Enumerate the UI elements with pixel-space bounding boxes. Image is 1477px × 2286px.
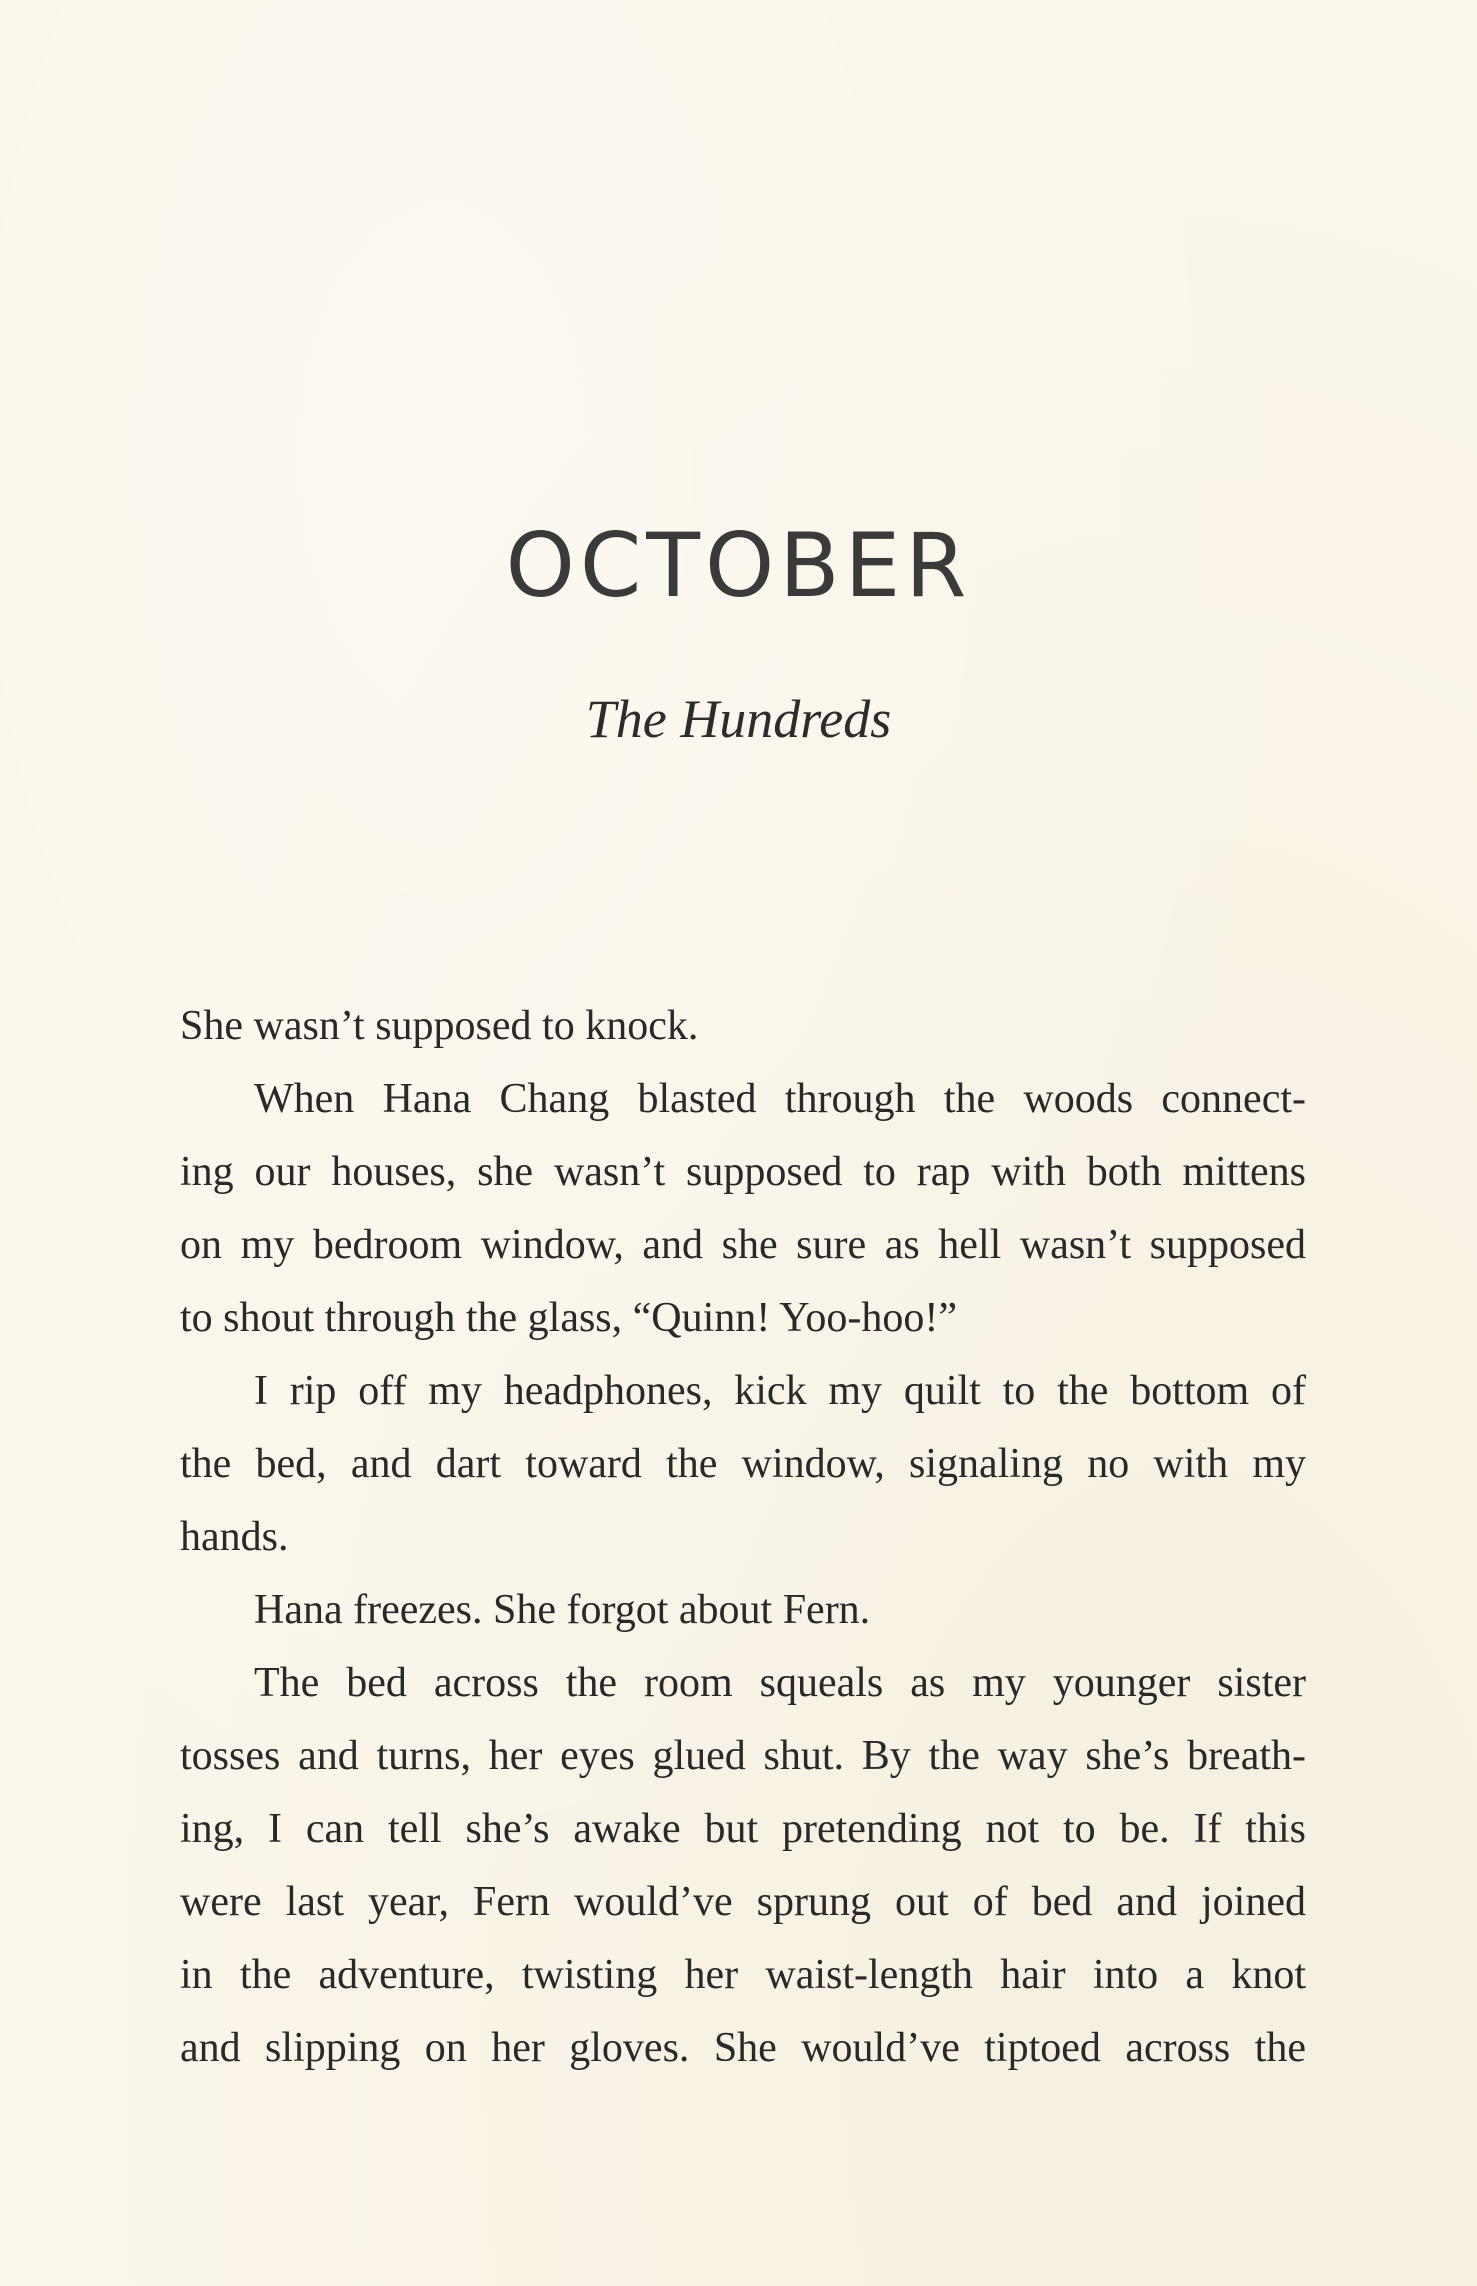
text-line: tosses and turns, her eyes glued shut. By the way she’s breath- bbox=[180, 1733, 1306, 1779]
text-line: the bed, and dart toward the window, signaling no with my bbox=[180, 1441, 1306, 1487]
paragraph bbox=[180, 1574, 1306, 1647]
text-line: on my bedroom window, and she sure as hell wasn’t supposed bbox=[180, 1222, 1306, 1268]
text-line: ing, I can tell she’s awake but pretending not to be. If this bbox=[180, 1806, 1306, 1852]
text-line: to shout through the glass, “Quinn! Yoo-hoo!” bbox=[180, 1295, 957, 1341]
paragraph bbox=[180, 990, 1306, 1063]
chapter-title: OCTOBER bbox=[505, 514, 972, 617]
text-line: hands. bbox=[180, 1514, 289, 1560]
text-line: and slipping on her gloves. She would’ve tiptoed across the bbox=[180, 2025, 1306, 2071]
text-line: were last year, Fern would’ve sprung out of bed and joined bbox=[180, 1879, 1306, 1925]
text-line: Hana freezes. She forgot about Fern. bbox=[254, 1587, 871, 1633]
paragraph bbox=[180, 1647, 1306, 2085]
text-line: The bed across the room squeals as my younger sister bbox=[254, 1660, 1306, 1706]
text-line: in the adventure, twisting her waist-length hair into a knot bbox=[180, 1952, 1306, 1998]
text-line: I rip off my headphones, kick my quilt to the bottom of bbox=[254, 1368, 1306, 1414]
paragraph bbox=[180, 1355, 1306, 1574]
text-line: When Hana Chang blasted through the woods connect- bbox=[254, 1076, 1306, 1122]
text-line: She wasn’t supposed to knock. bbox=[180, 1003, 699, 1049]
text-line: ing our houses, she wasn’t supposed to rap with both mittens bbox=[180, 1149, 1306, 1195]
chapter-subtitle: The Hundreds bbox=[585, 689, 892, 749]
body-text bbox=[180, 990, 1306, 2085]
paragraph bbox=[180, 1063, 1306, 1355]
